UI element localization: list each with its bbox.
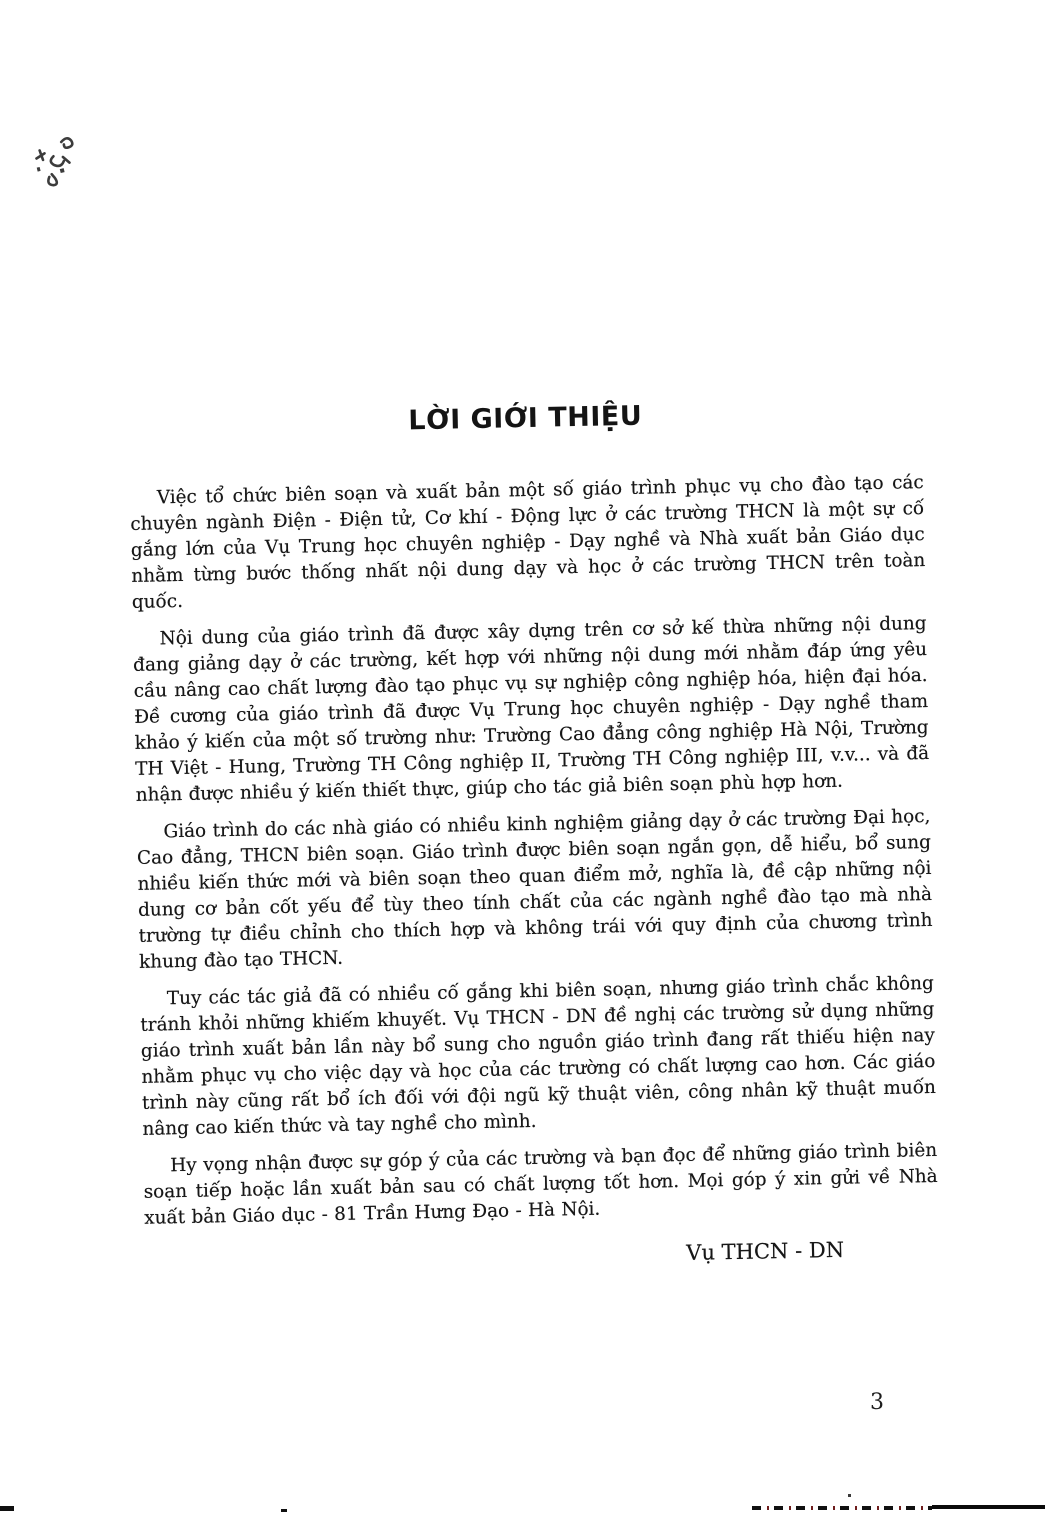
paragraph-3: Giáo trình do các nhà giáo có nhiều kinh nghiệm giảng dạy ở các trường Đại học, Cao đẳng, THCN biên soạn. Giáo trình được biên soạn ngắn gọn, dễ hiểu, bổ sung nhiều kiến thức mới và biên soạn theo quan điểm mở, nghĩa là, đề cập những nội dung cơ bản cốt yếu để tùy theo tính chất của các ngành nghề đào tạo mà nhà trường tự điều chỉnh cho thích hợp và không trái với quy định của chương trình khung đào tạo THCN. [136, 805, 933, 973]
foreword-content [128, 395, 939, 1276]
paragraph-5: Hy vọng nhận được sự góp ý của các trường và bạn đọc để những giáo trình biên soạn tiếp hoặc lần xuất bản sau có chất lượng tốt hơn. Mọi góp ý xin gửi về Nhà xuất bản Giáo dục - 81 Trần Hưng Đạo - Hà Nội. [143, 1139, 938, 1229]
scan-artifact-speck [848, 1494, 851, 1497]
scan-artifact-dash-row [752, 1506, 932, 1510]
page-title: LỜI GIỚI THIỆU [408, 400, 643, 437]
paragraph-4: Tuy các tác giả đã có nhiều cố gắng khi biên soạn, nhưng giáo trình chắc không tránh khỏi những khiếm khuyết. Vụ THCN - DN đề nghị các trường sử dụng những giáo trình xuất bản lần này bổ sung cho nguồn giáo trình đang rất thiếu hiện nay nhằm phục vụ cho việc dạy và học của các trường có chất lượng cao hơn. Các giáo trình này cũng rất bổ ích đối với đội ngũ kỹ thuật viên, công nhân kỹ thuật muốn nâng cao kiến thức và tay nghề cho mình. [140, 972, 937, 1140]
handwritten-ink-mark-icon [28, 131, 93, 202]
page-number: 3 [870, 1390, 884, 1415]
signature: Vụ THCN - DN [686, 1237, 845, 1265]
paragraph-2: Nội dung của giáo trình đã được xây dựng trên cơ sở kế thừa những nội dung đang giảng dạy ở các trường, kết hợp với những nội dung mới nhằm đáp ứng yêu cầu nâng cao chất lượng đào tạo phục vụ sự nghiệp công nghiệp hóa, hiện đại hóa. Đề cương của giáo trình đã được Vụ Trung học chuyên nghiệp - Dạy nghề tham khảo ý kiến của một số trường như: Trường Cao đẳng công nghiệp Hà Nội, Trường TH Việt - Hung, Trường TH Công nghiệp II, Trường TH Công nghiệp III, v.v... và đã nhận được nhiều ý kiến thiết thực, giúp cho tác giả biên soạn phù hợp hơn. [132, 612, 930, 806]
scan-artifact-left-dash [0, 1506, 14, 1511]
paragraph-1: Việc tổ chức biên soạn và xuất bản một số giáo trình phục vụ cho đào tạo các chuyên ngành Điện - Điện tử, Cơ khí - Động lực ở các trường THCN là một sự cố gắng lớn của Vụ Trung học chuyên nghiệp - Dạy nghề và Nhà xuất bản Giáo dục nhằm từng bước thống nhất nội dung dạy và học ở các trường THCN trên toàn quốc. [130, 472, 926, 613]
scan-artifact-dot [281, 1509, 287, 1512]
scan-artifact-bottom-line [932, 1505, 1045, 1509]
